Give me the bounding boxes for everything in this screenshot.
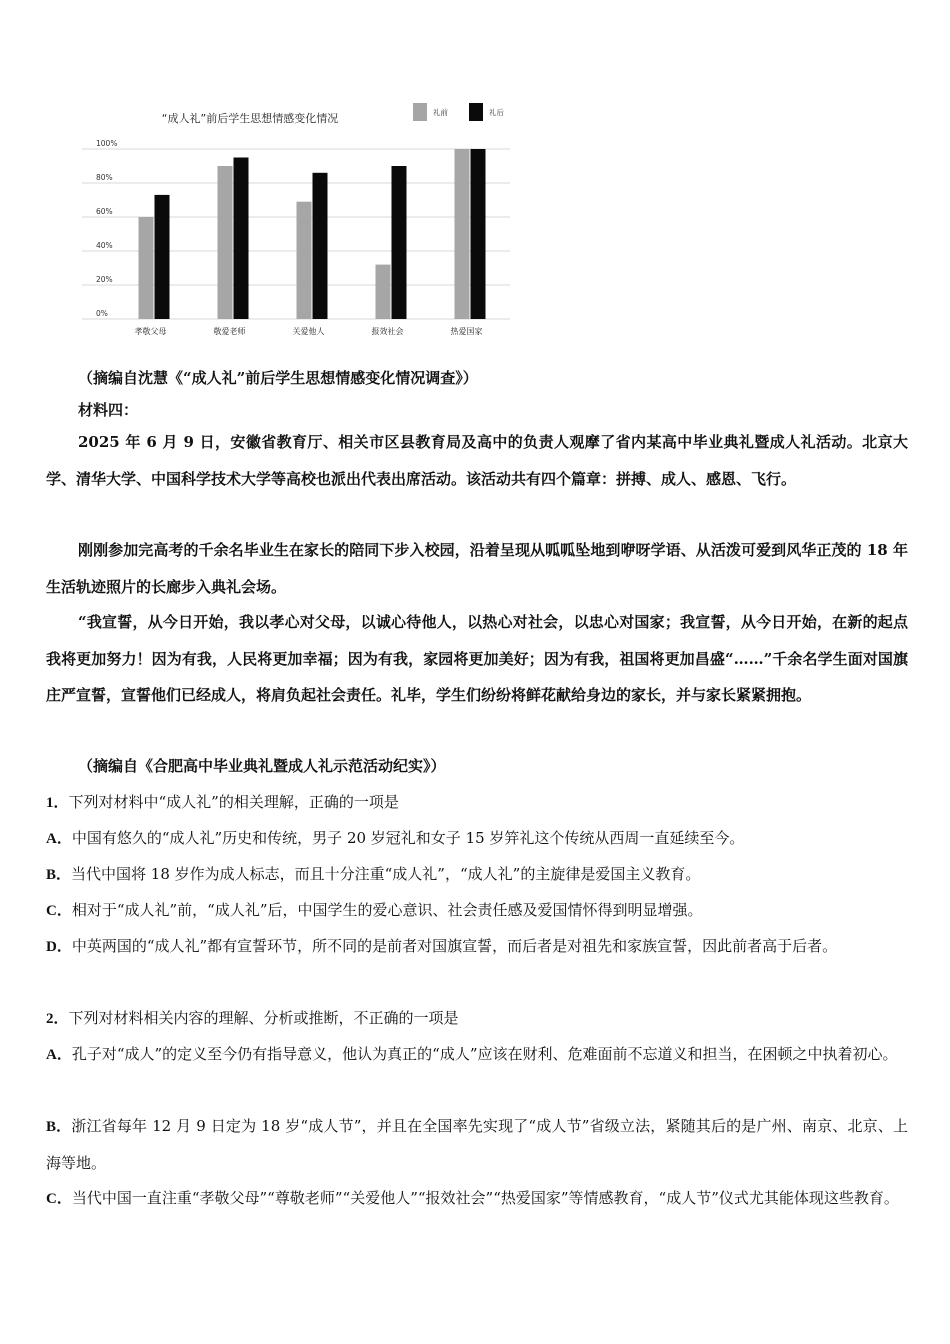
x-tick-label: 热爱国家 [450, 327, 483, 336]
y-tick-label: 60% [96, 207, 113, 216]
chart-title: “成人礼”前后学生思想情感变化情况 [161, 112, 339, 125]
chart-source-caption: （摘编自沈慧《“成人礼”前后学生思想情感变化情况调查》） [78, 369, 478, 387]
option-text: 相对于“成人礼”前，“成人礼”后，中国学生的爱心意识、社会责任感及爱国情怀得到明显增强。 [71, 901, 703, 919]
y-tick-label: 80% [96, 173, 113, 182]
y-tick-label: 100% [96, 139, 118, 148]
question-number: 2． [46, 1011, 69, 1027]
question-2-option-b [46, 1108, 908, 1181]
bar-礼后-报效社会 [392, 166, 407, 319]
legend-label: 礼后 [489, 108, 504, 117]
x-tick-label: 关爱他人 [292, 327, 325, 336]
legend-label: 礼前 [433, 108, 448, 117]
bar-礼后-敬爱老师 [234, 158, 249, 320]
question-1-option-a [46, 820, 908, 857]
question-1-option-c [46, 892, 908, 929]
option-label: A． [46, 1047, 72, 1063]
material-four-paragraph-3: “我宣誓，从今日开始，我以孝心对父母，以诚心待他人，以热心对社会，以忠心对国家；我宣誓，从今日开始，在新的起点我将更加努力！因为有我，人民将更加幸福；因为有我，家园将更加美好；因为有我，祖国将更加昌盛“……”千余名学生面对国旗庄严宣誓，宣誓他们已经成人，将肩负起社会责任。礼毕，学生们纷纷将鲜花献给身边的家长，并与家长紧紧拥抱。 [46, 613, 908, 704]
bar-礼前-热爱国家 [455, 149, 470, 319]
material-four-heading: 材料四： [78, 401, 139, 419]
y-axis-ticks [96, 139, 117, 318]
material-four-paragraph-2: 刚刚参加完高考的千余名毕业生在家长的陪同下步入校园，沿着呈现从呱呱坠地到咿呀学语、从活泼可爱到风华正茂的 18 年生活轨迹照片的长廊步入典礼会场。 [46, 541, 908, 596]
option-label: B． [46, 1119, 72, 1135]
bar-礼后-热爱国家 [471, 149, 486, 319]
question-1-stem [46, 784, 908, 821]
option-text: 中国有悠久的“成人礼”历史和传统，男子 20 岁冠礼和女子 15 岁笄礼这个传统从西周一直延续至今。 [71, 829, 745, 847]
option-text: 中英两国的“成人礼”都有宣誓环节，所不同的是前者对国旗宣誓，而后者是对祖先和家族宣誓，因此前者高于后者。 [71, 937, 838, 955]
option-label: C． [46, 1191, 72, 1207]
option-text: 当代中国将 18 岁作为成人标志，而且十分注重“成人礼”，“成人礼”的主旋律是爱国主义教育。 [71, 865, 701, 883]
y-tick-label: 0% [96, 309, 108, 318]
x-tick-label: 敬爱老师 [213, 327, 246, 336]
question-1-option-d [46, 928, 908, 965]
question-1-option-b [46, 856, 908, 893]
material-four-source: （摘编自《合肥高中毕业典礼暨成人礼示范活动纪实》） [78, 757, 446, 775]
question-2-option-a [46, 1036, 908, 1073]
option-text: 浙江省每年 12 月 9 日定为 18 岁“成人节”，并且在全国率先实现了“成人节”省级立法，紧随其后的是广州、南京、北京、上海等地。 [46, 1117, 908, 1172]
y-tick-label: 40% [96, 241, 113, 250]
bar-礼前-孝敬父母 [139, 217, 154, 319]
y-tick-label: 20% [96, 275, 113, 284]
bar-礼后-孝敬父母 [155, 195, 170, 319]
question-2-option-c [46, 1180, 908, 1217]
x-axis-labels [135, 326, 483, 336]
bar-礼后-关爱他人 [313, 173, 328, 319]
bar-礼前-关爱他人 [297, 202, 312, 319]
option-label: D． [46, 939, 72, 955]
legend-swatch [469, 103, 483, 121]
x-tick-label: 孝敬父母 [134, 327, 167, 336]
option-label: A． [46, 831, 72, 847]
legend-swatch [413, 103, 427, 121]
bar-chart [70, 95, 520, 350]
option-text: 孔子对“成人”的定义至今仍有指导意义，他认为真正的“成人”应该在财利、危难面前不忘道义和担当，在困顿之中执着初心。 [71, 1045, 898, 1063]
chart-bars [139, 149, 486, 319]
bar-礼前-敬爱老师 [218, 166, 233, 319]
question-number: 1． [46, 795, 69, 811]
question-2-stem [46, 1000, 908, 1037]
material-four-paragraph-1: 2025 年 6 月 9 日，安徽省教育厅、相关市区县教育局及高中的负责人观摩了省内某高中毕业典礼暨成人礼活动。北京大学、清华大学、中国科学技术大学等高校也派出代表出席活动。该活动共有四个篇章：拼搏、成人、感恩、飞行。 [46, 433, 908, 488]
option-label: C． [46, 903, 72, 919]
question-text: 下列对材料相关内容的理解、分析或推断，不正确的一项是 [68, 1009, 459, 1027]
option-label: B． [46, 867, 72, 883]
bar-礼前-报效社会 [376, 265, 391, 319]
chart-legend [413, 103, 504, 121]
option-text: 当代中国一直注重“孝敬父母”“尊敬老师”“关爱他人”“报效社会”“热爱国家”等情感教育，“成人节”仪式尤其能体现这些教育。 [71, 1189, 899, 1207]
question-text: 下列对材料中“成人礼”的相关理解，正确的一项是 [68, 793, 399, 811]
x-tick-label: 报效社会 [371, 327, 404, 336]
